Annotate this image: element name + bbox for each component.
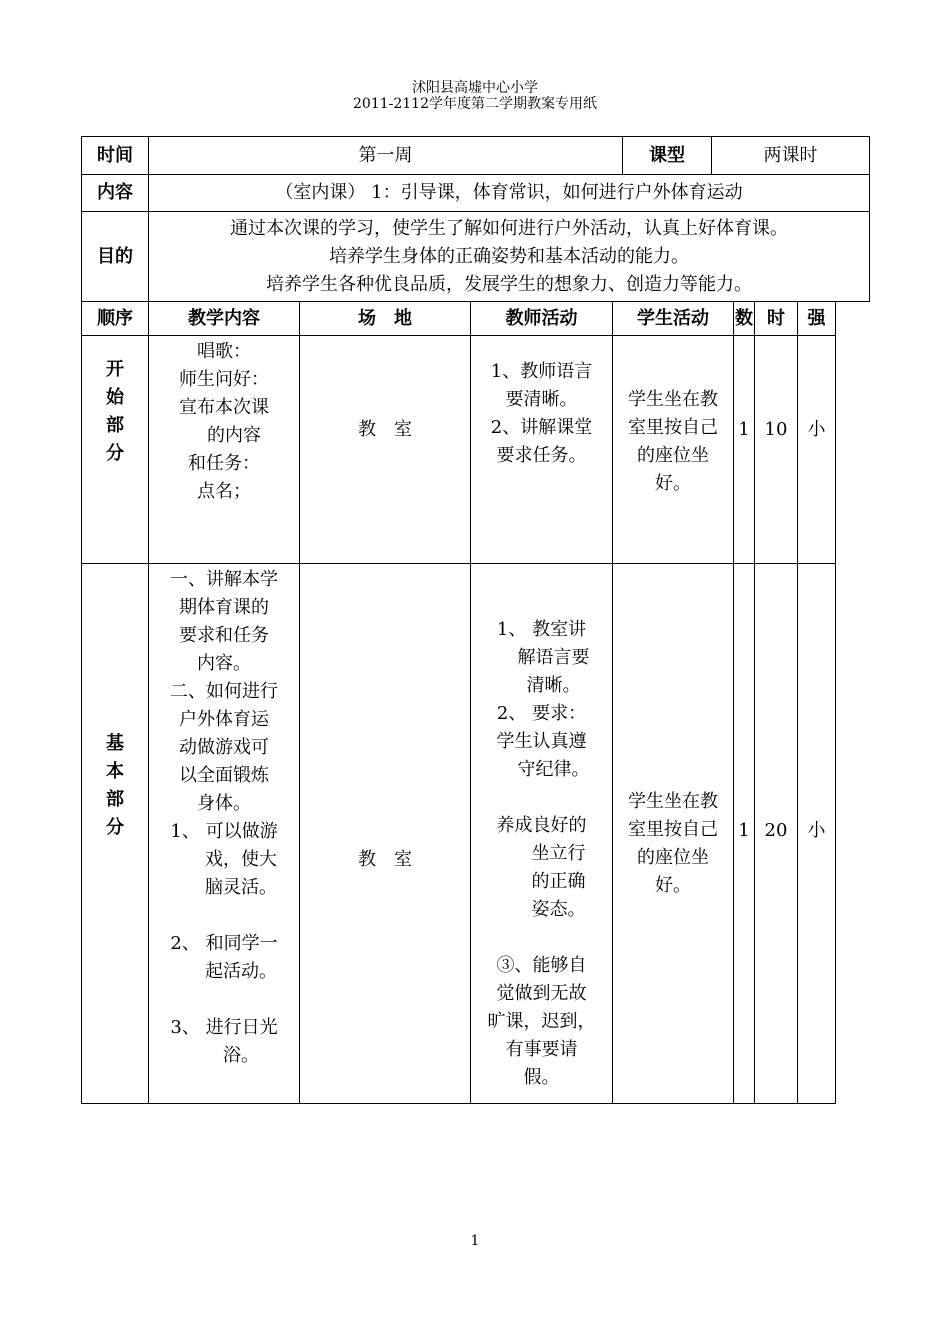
content-line: 宣布本次课 (179, 397, 269, 418)
time-value: 第一周 (149, 137, 623, 175)
lesson-type-label: 课型 (623, 137, 712, 175)
teacher-line: 1、教师语言 (490, 361, 593, 382)
student-line: 好。 (655, 473, 691, 494)
teacher-line: 旷课，迟到， (487, 1011, 596, 1032)
teacher-line: 假。 (523, 1067, 560, 1088)
content-line: 戏，使大 (205, 849, 277, 870)
content-line: 期体育课的 (179, 597, 269, 618)
student-line: 室里按自己 (628, 819, 718, 840)
section-basic-content (149, 564, 300, 1104)
lesson-plan-table (81, 136, 870, 1104)
content-line: 和任务： (188, 453, 260, 474)
teacher-line: 学生认真遵 (496, 731, 587, 752)
content-line: 1、 可以做游 (170, 821, 278, 842)
purpose-text (149, 212, 870, 302)
teacher-gap (471, 924, 612, 952)
content-value: （室内课） 1：引导课，体育常识，如何进行户外体育运动 (149, 175, 870, 212)
content-line: 动做游戏可 (179, 737, 269, 758)
teacher-line: 清晰。 (526, 675, 581, 696)
col-order: 顺序 (82, 302, 149, 336)
content-line: 起活动。 (205, 961, 277, 982)
section-basic-venue: 教 室 (300, 564, 471, 1104)
section-start-venue: 教 室 (300, 336, 471, 564)
lesson-type-value: 两课时 (712, 137, 870, 175)
teacher-line: 姿态。 (531, 899, 586, 920)
teacher-line: 的正确 (531, 871, 586, 892)
column-header-row (82, 302, 870, 336)
teacher-line: ③、能够自 (496, 955, 587, 976)
section-start-content (149, 336, 300, 564)
student-line: 的座位坐 (637, 847, 709, 868)
section-basic-name (82, 564, 149, 1104)
section-start-row (82, 336, 870, 564)
student-line: 室里按自己 (628, 417, 718, 438)
content-line: 内容。 (197, 653, 251, 674)
teacher-line: 1、 教室讲 (496, 619, 587, 640)
teacher-line: 要清晰。 (505, 389, 578, 410)
row-time (82, 137, 870, 175)
teacher-line: 守纪律。 (517, 759, 590, 780)
time-label: 时间 (82, 137, 149, 175)
content-line: 一、讲解本学 (170, 569, 278, 590)
section-start-name (82, 336, 149, 564)
col-venue: 场 地 (300, 302, 471, 336)
content-line: 2、 和同学一 (170, 933, 278, 954)
section-name-char: 分 (106, 443, 124, 464)
section-name-char: 始 (106, 387, 124, 408)
teacher-line: 养成良好的 (496, 815, 587, 836)
content-label: 内容 (82, 175, 149, 212)
content-line: 身体。 (197, 793, 251, 814)
section-start-intensity: 小 (798, 336, 836, 564)
section-name-char: 本 (106, 761, 124, 782)
section-basic-time: 20 (755, 564, 798, 1104)
content-line: 脑灵活。 (205, 877, 277, 898)
section-basic-count: 1 (734, 564, 755, 1104)
row-content (82, 175, 870, 212)
content-line: 点名； (197, 481, 251, 502)
purpose-line: 培养学生各种优良品质，发展学生的想象力、创造力等能力。 (266, 273, 752, 295)
section-basic-student (613, 564, 734, 1104)
student-line: 学生坐在教 (628, 389, 718, 410)
teacher-line: 觉做到无故 (496, 983, 587, 1004)
teacher-line: 坐立行 (531, 843, 586, 864)
student-line: 好。 (655, 875, 691, 896)
section-basic-intensity: 小 (798, 564, 836, 1104)
teacher-line: 2、讲解课堂 (490, 417, 593, 438)
teacher-line: 解语言要 (517, 647, 590, 668)
content-line: 浴。 (223, 1045, 259, 1066)
document-subtitle: 2011-2112学年度第二学期教案专用纸 (353, 96, 597, 112)
section-name-char: 开 (106, 359, 124, 380)
section-start-count: 1 (734, 336, 755, 564)
teacher-line: 要求任务。 (496, 445, 587, 466)
content-line: 唱歌： (197, 341, 251, 362)
content-line: 的内容 (207, 425, 261, 446)
teacher-line: 有事要请 (505, 1039, 578, 1060)
page-number: 1 (470, 1233, 480, 1249)
content-line: 户外体育运 (179, 709, 269, 730)
section-basic-row (82, 564, 870, 1104)
purpose-label: 目的 (82, 212, 149, 302)
content-gap (149, 986, 299, 1014)
row-purpose (82, 212, 870, 302)
content-line: 3、 进行日光 (170, 1017, 278, 1038)
content-line: 以全面锻炼 (179, 765, 269, 786)
section-basic-teacher (471, 564, 613, 1104)
teacher-gap (471, 784, 612, 812)
purpose-line: 通过本次课的学习，使学生了解如何进行户外活动，认真上好体育课。 (230, 217, 788, 239)
section-start-student (613, 336, 734, 564)
section-name-char: 分 (106, 817, 124, 838)
col-teacher-activity: 教师活动 (471, 302, 613, 336)
col-time: 时 (755, 302, 798, 336)
content-gap (149, 902, 299, 930)
content-line: 要求和任务 (179, 625, 269, 646)
purpose-line: 培养学生身体的正确姿势和基本活动的能力。 (329, 245, 689, 267)
col-student-activity: 学生活动 (613, 302, 734, 336)
section-name-char: 部 (106, 415, 124, 436)
section-name-char: 部 (106, 789, 124, 810)
col-intensity: 强 (798, 302, 836, 336)
content-line: 二、如何进行 (170, 681, 278, 702)
col-teaching-content: 教学内容 (149, 302, 300, 336)
teacher-line: 2、 要求： (496, 703, 587, 724)
student-line: 的座位坐 (637, 445, 709, 466)
section-name-char: 基 (106, 733, 124, 754)
student-line: 学生坐在教 (628, 791, 718, 812)
section-start-time: 10 (755, 336, 798, 564)
col-count: 数 (734, 302, 755, 336)
school-name: 沭阳县高墟中心小学 (412, 80, 538, 96)
section-start-teacher (471, 336, 613, 564)
content-line: 师生问好： (179, 369, 269, 390)
